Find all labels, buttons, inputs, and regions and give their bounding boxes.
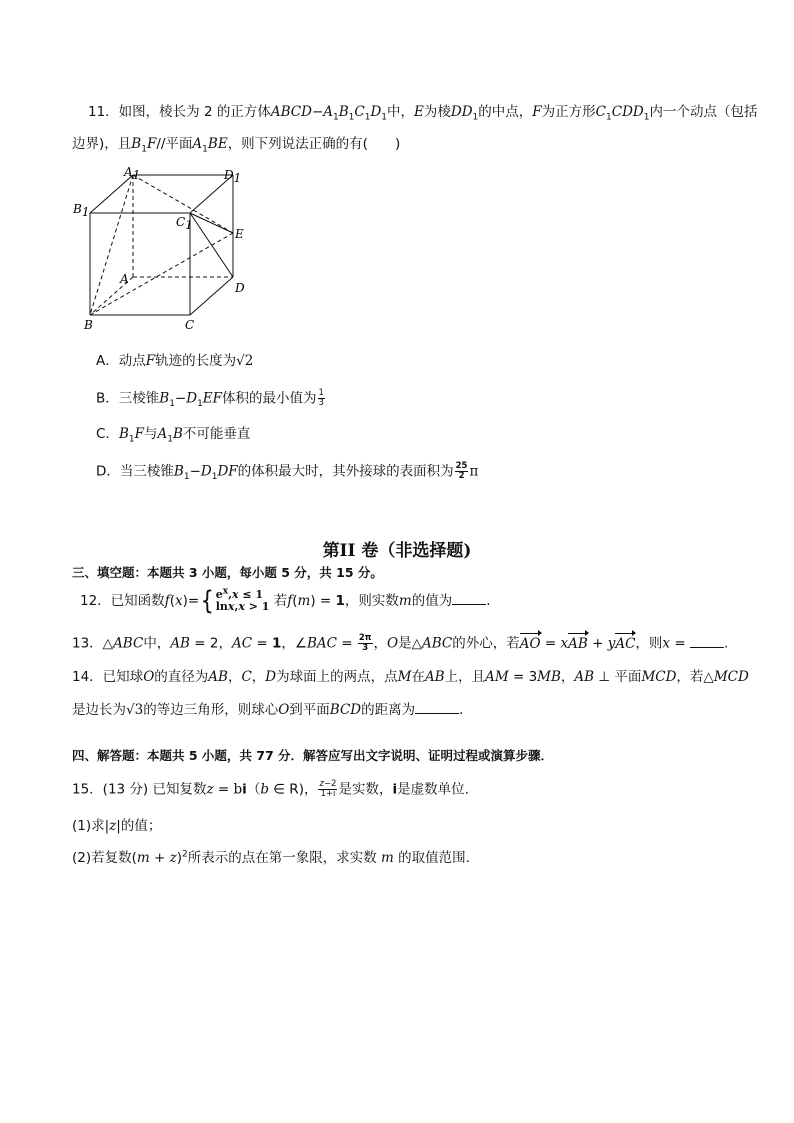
cube-figure xyxy=(70,165,270,340)
label-C1: C1 xyxy=(176,215,193,232)
q14-line2: 是边长为√3的等边三角形，则球心O到平面BCD的距离为 . xyxy=(72,702,464,718)
edge-DC xyxy=(190,277,233,315)
section-3-heading: 三、填空题：本题共 3 小题，每小题 5 分，共 15 分。 xyxy=(72,565,383,580)
label-E: E xyxy=(235,227,244,241)
section-title: 第II 卷（非选择题) xyxy=(322,541,472,561)
q12: 12．已知函数f(x)={ $e^x,x \le 1$ lnx,x > 1 若f(m) = 1，则实数m的值为 . xyxy=(80,586,491,616)
q11-option-c: C．$B_1F$与$A_1B$不可能垂直 xyxy=(96,426,251,445)
label-D: D xyxy=(235,281,245,295)
q15-part1: (1)求|z|的值； xyxy=(72,818,162,834)
label-A1: A1 xyxy=(124,165,141,182)
q15: 15．(13 分) 已知复数z = bi（b ∈ R)， $\frac{z-2}{1+i}$ 是实数，i是虚数单位. xyxy=(72,779,469,799)
label-B1: B1 xyxy=(73,202,90,219)
label-C: C xyxy=(185,318,195,332)
section-4-heading: 四、解答题：本题共 5 小题，共 77 分．解答应写出文字说明、证明过程或演算步骤． xyxy=(72,748,554,763)
q13: 13．△ABC中，AB = 2，AC = 1，∠BAC = $\frac{2\pi}{3}$ ，O是△ABC的外心，若AO = xAB + yAC，则x = . xyxy=(72,633,729,653)
label-B: B xyxy=(84,318,93,332)
q11-option-a: A．动点F轨迹的长度为√2 xyxy=(96,353,254,369)
q11-line2: 边界)，且$B_1F//$平面$A_1BE$，则下列说法正确的有( ) xyxy=(72,136,401,155)
q11-option-d: D．当三棱锥$B_1-D_1DF$的体积最大时，其外接球的表面积为 $\frac{25}{2}$ π xyxy=(96,461,479,483)
label-A: A xyxy=(120,272,129,286)
q11-line1: 11．如图，棱长为 2 的正方体$ABCD-A_1B_1C_1D_1$中，E为棱$DD_1$的中点，F为正方形$C_1CDD_1$内一个动点（包括 xyxy=(88,104,758,123)
q11-option-b: B．三棱锥$B_1-D_1EF$体积的最小值为 $\frac{1}{3}$ xyxy=(96,388,324,410)
q14-line1: 14．已知球O的直径为AB，C，D为球面上的两点，点M在AB上，且AM = 3MB，AB ⊥ 平面MCD，若△MCD xyxy=(72,669,749,685)
edge-B1A1 xyxy=(90,175,133,213)
q15-part2: (2)若复数$(m + z)^2$所表示的点在第一象限，求实数 m 的取值范围. xyxy=(72,849,470,866)
label-D1: D1 xyxy=(224,168,242,185)
